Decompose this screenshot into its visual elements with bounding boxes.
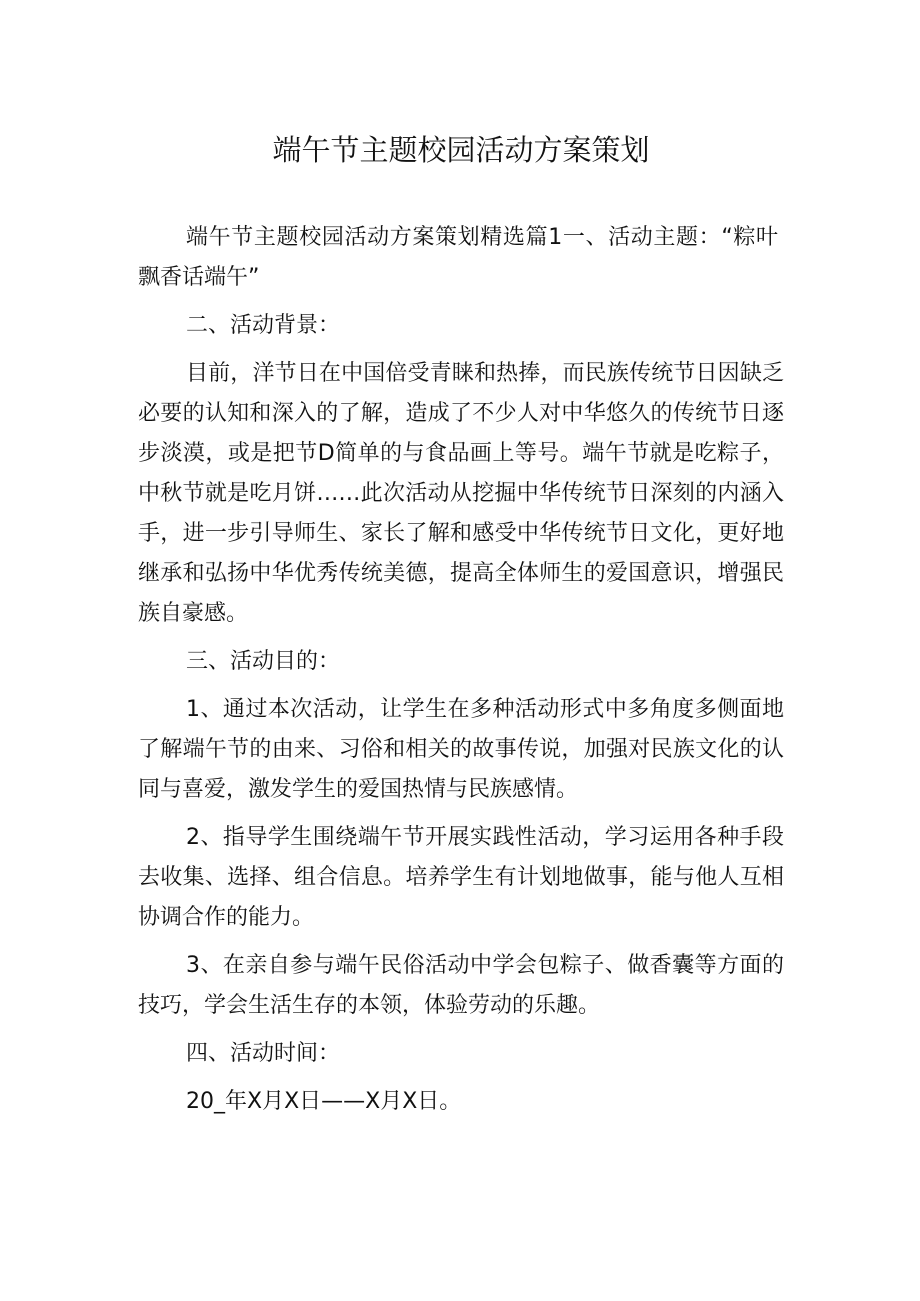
intro-paragraph: 端午节主题校园活动方案策划精选篇1一、活动主题：“粽叶飘香话端午” bbox=[138, 225, 778, 290]
background-paragraph: 目前，洋节日在中国倍受青睐和热捧，而民族传统节日因缺乏必要的认知和深入的了解，造成了不少人对中华悠久的传统节日逐步淡漠，或是把节D简单的与食品画上等号。端午节就是吃粽子，中秋节就是吃月饼……此次活动从挖掘中华传统节日深刻的内涵入手，进一步引导师生、家长了解和感受中华传统节日文化，更好地继承和弘扬中华优秀传统美德，提高全体师生的爱国意识，增强民族自豪感。 bbox=[138, 361, 784, 626]
document-body bbox=[138, 218, 784, 1122]
purpose-item-1: 1、通过本次活动，让学生在多种活动形式中多角度多侧面地了解端午节的由来、习俗和相关的故事传说，加强对民族文化的认同与喜爱，激发学生的爱国热情与民族感情。 bbox=[138, 697, 784, 802]
section-heading-time: 四、活动时间： bbox=[186, 1041, 341, 1066]
purpose-item-2: 2、指导学生围绕端午节开展实践性活动，学习运用各种手段去收集、选择、组合信息。培养学生有计划地做事，能与他人互相协调合作的能力。 bbox=[138, 825, 784, 930]
activity-time-value: 20_年X月X日——X月X日。 bbox=[186, 1089, 462, 1114]
purpose-item-3: 3、在亲自参与端午民俗活动中学会包粽子、做香囊等方面的技巧，学会生活生存的本领，体验劳动的乐趣。 bbox=[138, 953, 784, 1018]
section-heading-purpose: 三、活动目的： bbox=[186, 649, 341, 674]
document-title: 端午节主题校园活动方案策划 bbox=[272, 133, 650, 167]
section-heading-background: 二、活动背景： bbox=[186, 313, 341, 338]
